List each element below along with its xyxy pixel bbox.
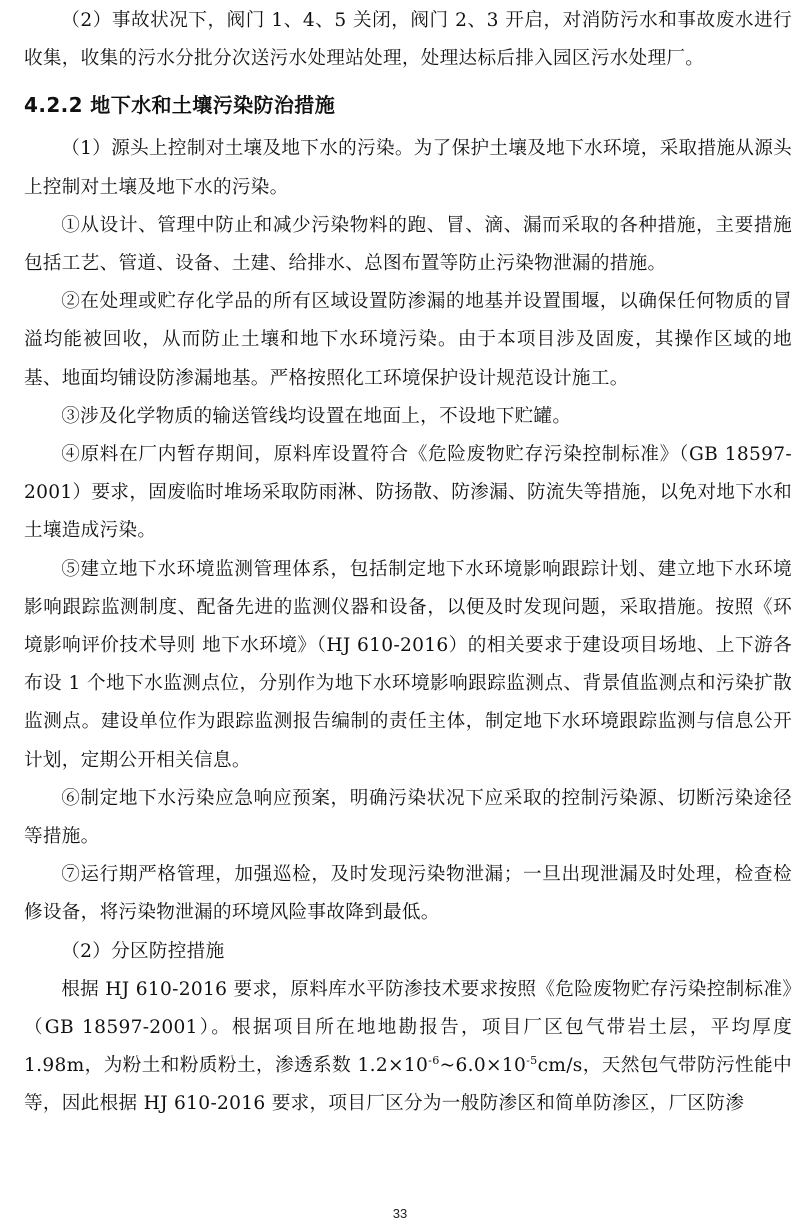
paragraph-measure-4: ④原料在厂内暂存期间，原料库设置符合《危险废物贮存污染控制标准》（GB 18597-2001）要求，固废临时堆场采取防雨淋、防扬散、防渗漏、防流失等措施，以免对地下水和土壤造成污染。 [24,444,792,542]
section-heading: 4.2.2 地下水和土壤污染防治措施 [24,93,336,118]
page-number: 33 [392,1206,408,1221]
exponent-2: -5 [526,1054,538,1068]
document-page [24,0,792,1228]
paragraph-zoning-heading: （2）分区防控措施 [61,940,225,962]
zoning-text-part-1: 根据 HJ 610-2016 要求，原料库水平防渗技术要求按照《危险废物贮存污染控制标准》（GB 18597-2001）。根据项目所在地地勘报告，项目厂区包气带岩土层，平均厚度 1.98m，为粉土和粉质粉土，渗透系数 1.2×10 [24,978,792,1077]
paragraph-measure-3: ③涉及化学物质的输送管线均设置在地面上，不设地下贮罐。 [61,405,572,427]
paragraph-source-control: （1）源头上控制对土壤及地下水的污染。为了保护土壤及地下水环境，采取措施从源头上控制对土壤及地下水的污染。 [24,138,792,198]
paragraph-measure-7: ⑦运行期严格管理，加强巡检，及时发现污染物泄漏；一旦出现泄漏及时处理，检查检修设备，将污染物泄漏的环境风险事故降到最低。 [24,864,792,924]
zoning-text-part-3: cm/s，天然包气带防污性能中等，因此根据 HJ 610-2016 要求，项目厂区分为一般防渗区和简单防渗区，厂区防渗 [24,1055,792,1115]
zoning-text-part-2: ~6.0×10 [439,1055,527,1077]
paragraph-measure-1: ①从设计、管理中防止和减少污染物料的跑、冒、滴、漏而采取的各种措施，主要措施包括工艺、管道、设备、土建、给排水、总图布置等防止污染物泄漏的措施。 [24,214,792,275]
paragraph-measure-5: ⑤建立地下水环境监测管理体系，包括制定地下水环境影响跟踪计划、建立地下水环境影响跟踪监测制度、配备先进的监测仪器和设备，以便及时发现问题，采取措施。按照《环境影响评价技术导则 地下水环境》（HJ 610-2016）的相关要求于建设项目场地、上下游各布设 1 个地下水监测点位，分别作为地下水环境影响跟踪监测点、背景值监测点和污染扩散监测点。建设单位作为跟踪监测报告编制的责任主体，制定地下水环境跟踪监测与信息公开计划，定期公开相关信息。 [24,558,792,771]
intro-paragraph: （2）事故状况下，阀门 1、4、5 关闭，阀门 2、3 开启，对消防污水和事故废水进行收集，收集的污水分批分次送污水处理站处理，处理达标后排入园区污水处理厂。 [24,10,792,70]
paragraph-measure-2: ②在处理或贮存化学品的所有区域设置防渗漏的地基并设置围堰，以确保任何物质的冒溢均能被回收，从而防止土壤和地下水环境污染。由于本项目涉及固废，其操作区域的地基、地面均铺设防渗漏地基。严格按照化工环境保护设计规范设计施工。 [24,291,792,389]
exponent-1: -6 [428,1054,440,1068]
paragraph-zoning-body [24,971,792,1124]
paragraph-measure-6: ⑥制定地下水污染应急响应预案，明确污染状况下应采取的控制污染源、切断污染途径等措施。 [24,787,792,848]
